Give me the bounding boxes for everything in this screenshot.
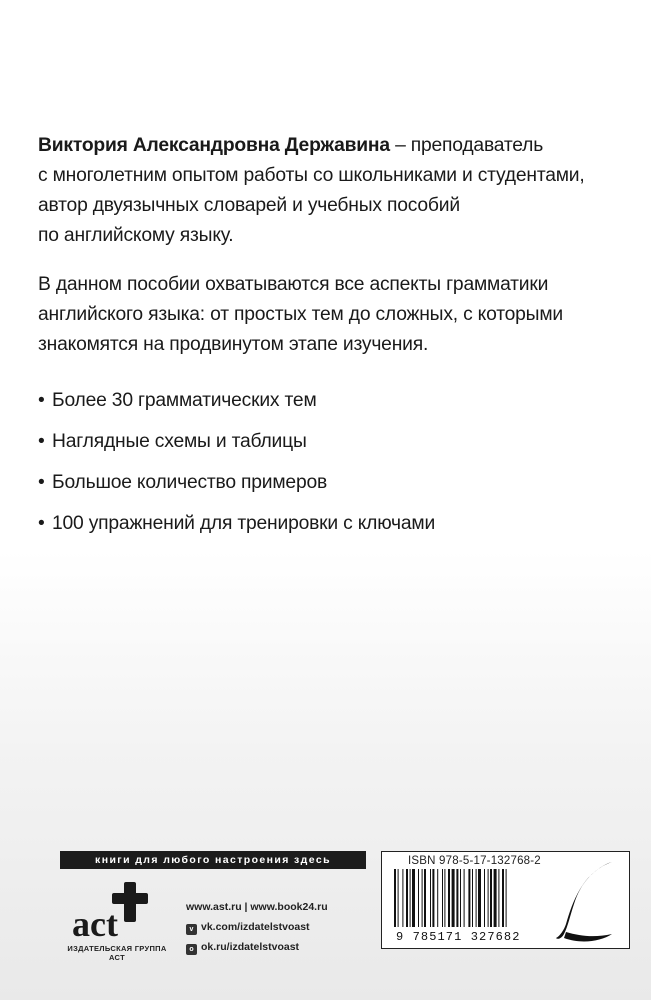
feature-item — [38, 509, 435, 550]
ok-link[interactable] — [186, 940, 328, 960]
bullet-icon: • — [38, 431, 45, 452]
bio-line-4: по английскому языку. — [38, 225, 234, 246]
publisher-tagline: книги для любого настроения здесь — [60, 851, 366, 869]
bullet-icon: • — [38, 390, 45, 411]
feature-item — [38, 427, 435, 468]
description-line-3: знакомятся на продвинутом этапе изучения. — [38, 334, 429, 355]
bio-line-3: автор двуязычных словарей и учебных пособий — [38, 195, 460, 216]
feature-text: 100 упражнений для тренировки с ключами — [52, 513, 436, 534]
vk-icon: v — [186, 924, 197, 935]
quill-logo-icon — [554, 858, 622, 944]
vk-link[interactable] — [186, 920, 328, 940]
description-line-2: английского языка: от простых тем до сложных, с которыми — [38, 304, 563, 325]
author-name: Виктория Александровна Державина — [38, 135, 390, 156]
bio-line-2: с многолетним опытом работы со школьниками и студентами, — [38, 165, 585, 186]
logo-text: act — [72, 904, 118, 944]
barcode-digits: 9 785171 327682 — [396, 930, 521, 944]
publisher-links — [186, 900, 328, 960]
description-line-1: В данном пособии охватываются все аспекты грамматики — [38, 274, 549, 295]
vk-text: vk.com/izdatelstvoast — [201, 921, 310, 933]
feature-text: Большое количество примеров — [52, 472, 328, 493]
sites-link[interactable]: www.ast.ru | www.book24.ru — [186, 901, 328, 913]
feature-item — [38, 468, 435, 509]
author-bio — [38, 131, 628, 251]
feature-text: Наглядные схемы и таблицы — [52, 431, 307, 452]
ast-logo — [62, 880, 172, 950]
ok-text: ok.ru/izdatelstvoast — [201, 941, 300, 953]
feature-list — [38, 386, 435, 550]
publisher-name: ИЗДАТЕЛЬСКАЯ ГРУППА АСТ — [67, 944, 167, 962]
book-description — [38, 270, 638, 360]
author-role: – преподаватель — [389, 135, 544, 156]
bullet-icon: • — [38, 472, 45, 493]
feature-text: Более 30 грамматических тем — [52, 390, 317, 411]
feature-item — [38, 386, 435, 427]
ok-icon: o — [186, 944, 197, 955]
barcode — [392, 869, 542, 929]
isbn-label: ISBN 978-5-17-132768-2 — [408, 855, 541, 867]
barcode-panel — [381, 851, 630, 949]
bullet-icon: • — [38, 513, 45, 534]
